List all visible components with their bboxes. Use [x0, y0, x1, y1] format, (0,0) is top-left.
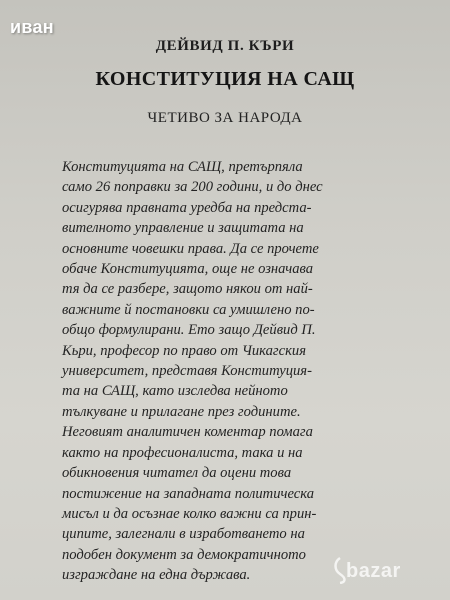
author-name: ДЕЙВИД П. КЪРИ [155, 38, 295, 54]
description-line: както на професионалиста, така и на [62, 444, 303, 461]
description-line: ципите, залегнали в изработването на [62, 526, 305, 543]
description-line: мисъл и да осъзнае колко важни са прин- [62, 505, 317, 522]
book-title: КОНСТИТУЦИЯ НА САЩ [95, 68, 355, 90]
logo-text: bazar [346, 560, 401, 582]
description-line: тълкуване и прилагане през годините. [62, 403, 301, 420]
description-text [62, 157, 392, 586]
book-subtitle: ЧЕТИВО ЗА НАРОДА [147, 110, 303, 126]
description-line: изграждане на една държава. [62, 567, 251, 584]
description-line: тя да се разбере, защото някои от най- [62, 281, 313, 298]
description-line: основните човешки права. Да се прочете [62, 240, 319, 257]
logo-mark-icon [332, 556, 348, 584]
description-line: университет, представя Конституция- [62, 363, 312, 380]
description-line: обаче Конституцията, още не означава [62, 261, 314, 278]
description-line: обикновения читател да оцени това [62, 465, 292, 482]
description-line: общо формулирани. Ето защо Дейвид П. [62, 322, 316, 339]
description-line: постижение на западната политическа [62, 485, 314, 502]
bazar-logo [346, 560, 401, 583]
description-line: осигурява правната уредба на предста- [62, 199, 312, 216]
description-line: важните й постановки са умишлено по- [62, 301, 315, 318]
description-line: Кьри, професор по право от Чикагския [62, 342, 307, 359]
description-line: подобен документ за демократичното [62, 546, 306, 563]
description-line: Конституцията на САЩ, претърпяла [62, 159, 303, 175]
description-line: Неговият аналитичен коментар помага [62, 424, 313, 441]
description-line: вителното управление и защитата на [62, 220, 304, 237]
description-line: само 26 поправки за 200 години, и до днес [62, 179, 323, 196]
description-line: та на САЩ, като изследва нейното [62, 383, 288, 400]
watermark-text: иван [10, 17, 54, 37]
